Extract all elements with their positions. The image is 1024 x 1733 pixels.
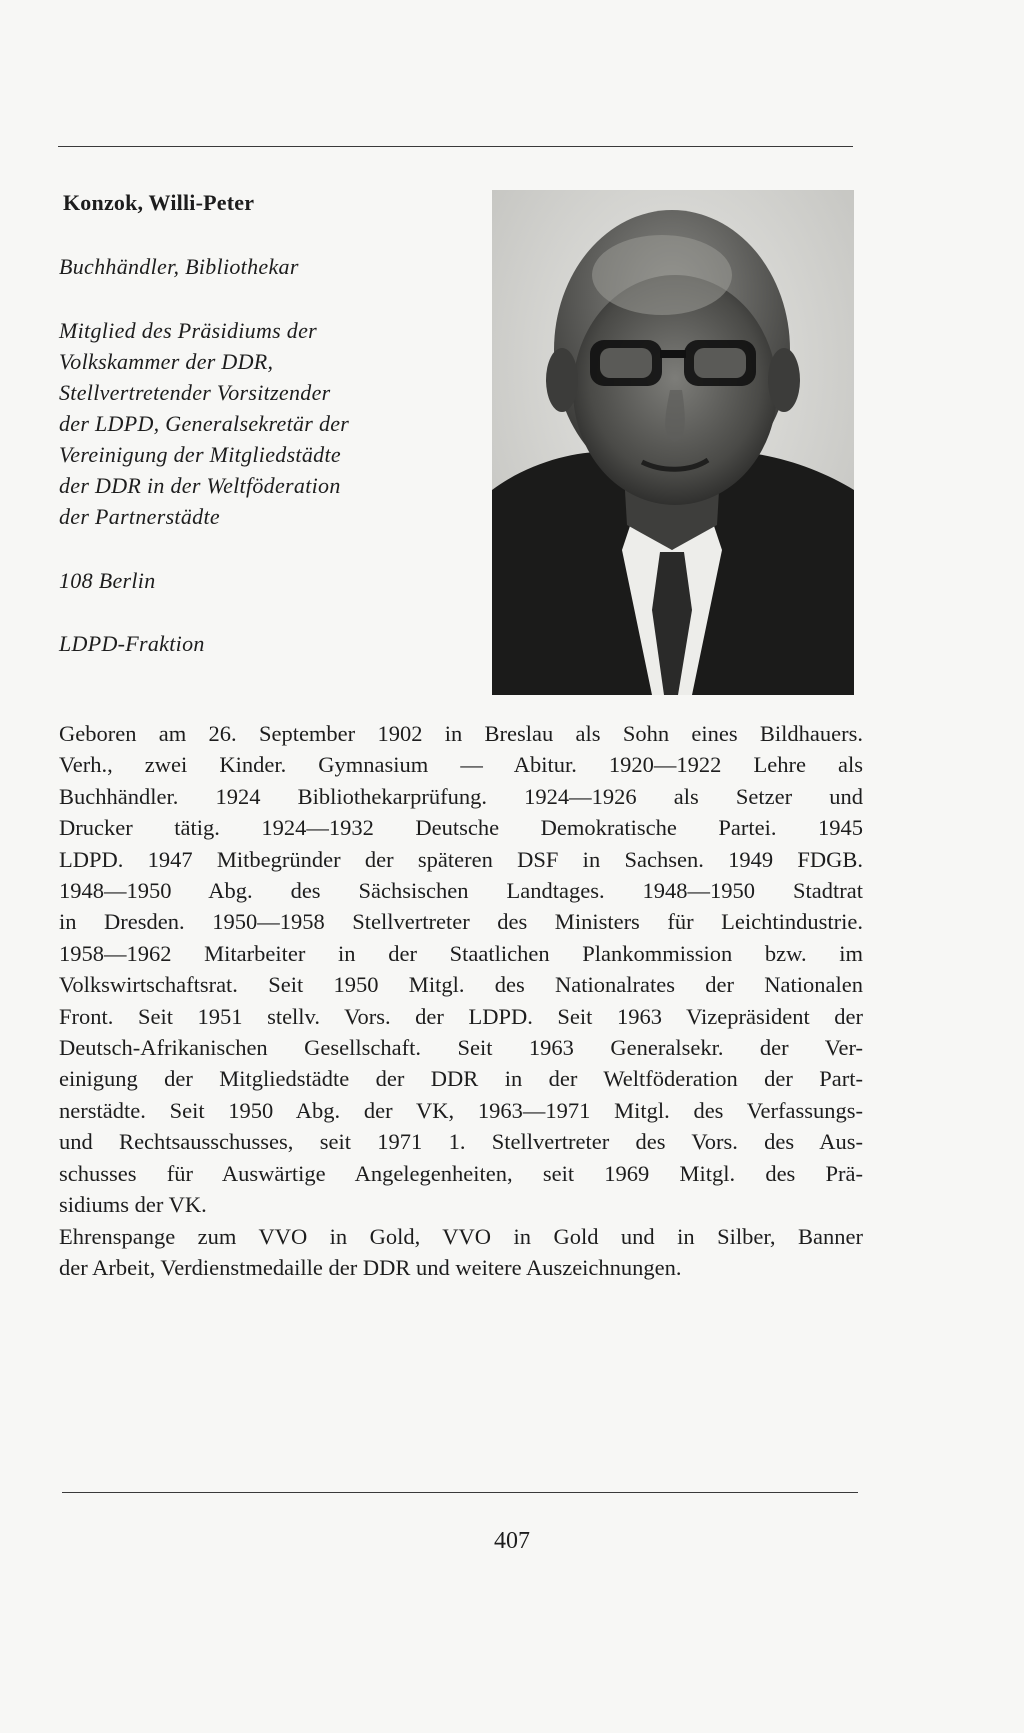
biography-line: sidiums der VK. xyxy=(59,1192,207,1218)
page-number: 407 xyxy=(494,1528,530,1554)
biography-line: einigung der Mitgliedstädte der DDR in der Weltföderation der Part- xyxy=(59,1066,863,1092)
biography-line: in Dresden. 1950—1958 Stellvertreter des Ministers für Leichtindustrie. xyxy=(59,909,863,935)
biography-line: Geboren am 26. September 1902 in Breslau als Sohn eines Bildhauers. xyxy=(59,721,863,746)
biography-line: schusses für Auswärtige Angelegenheiten, seit 1969 Mitgl. des Prä- xyxy=(59,1160,863,1186)
awards-line: Ehrenspange zum VVO in Gold, VVO in Gold und in Silber, Banner xyxy=(59,1223,863,1249)
biography-line: LDPD. 1947 Mitbegründer der späteren DSF in Sachsen. 1949 FDGB. xyxy=(59,846,863,872)
biography-text xyxy=(59,718,863,1283)
awards-line: der Arbeit, Verdienstmedaille der DDR und weitere Auszeichnungen. xyxy=(59,1254,682,1280)
function-line: Mitglied des Präsidiums der xyxy=(59,318,318,343)
function-line: der Partnerstädte xyxy=(59,504,220,529)
function-line: der DDR in der Weltföderation xyxy=(59,473,341,498)
entry-profession: Buchhändler, Bibliothekar xyxy=(59,254,299,279)
biography-line: Verh., zwei Kinder. Gymnasium — Abitur. 1920—1922 Lehre als xyxy=(59,752,863,778)
biography-line: 1958—1962 Mitarbeiter in der Staatlichen Plankommission bzw. im xyxy=(59,940,863,966)
entry-name: Konzok, Willi-Peter xyxy=(63,190,255,215)
entry-functions xyxy=(59,315,449,532)
function-line: Stellvertretender Vorsitzender xyxy=(59,380,331,405)
biography-line: Volkswirtschaftsrat. Seit 1950 Mitgl. des Nationalrates der Nationalen xyxy=(59,972,863,998)
entry-city: 108 Berlin xyxy=(59,568,156,593)
biography-line: und Rechtsausschusses, seit 1971 1. Stellvertreter des Vors. des Aus- xyxy=(59,1129,863,1155)
portrait-photo xyxy=(492,190,854,695)
function-line: der LDPD, Generalsekretär der xyxy=(59,411,350,436)
top-rule xyxy=(58,146,853,147)
biography-line: Drucker tätig. 1924—1932 Deutsche Demokratische Partei. 1945 xyxy=(59,815,863,841)
function-line: Volkskammer der DDR, xyxy=(59,349,274,374)
biography-line: Front. Seit 1951 stellv. Vors. der LDPD. Seit 1963 Vizepräsident der xyxy=(59,1003,863,1029)
function-line: Vereinigung der Mitgliedstädte xyxy=(59,442,341,467)
biography-line: Deutsch-Afrikanischen Gesellschaft. Seit 1963 Generalsekr. der Ver- xyxy=(59,1035,863,1061)
portrait-photo-icon xyxy=(492,190,854,695)
bottom-rule xyxy=(62,1492,858,1493)
entry-faction: LDPD-Fraktion xyxy=(59,631,205,656)
biography-line: Buchhändler. 1924 Bibliothekarprüfung. 1924—1926 als Setzer und xyxy=(59,783,863,809)
biography-line: nerstädte. Seit 1950 Abg. der VK, 1963—1971 Mitgl. des Verfassungs- xyxy=(59,1097,863,1123)
biography-line: 1948—1950 Abg. des Sächsischen Landtages. 1948—1950 Stadtrat xyxy=(59,878,863,904)
